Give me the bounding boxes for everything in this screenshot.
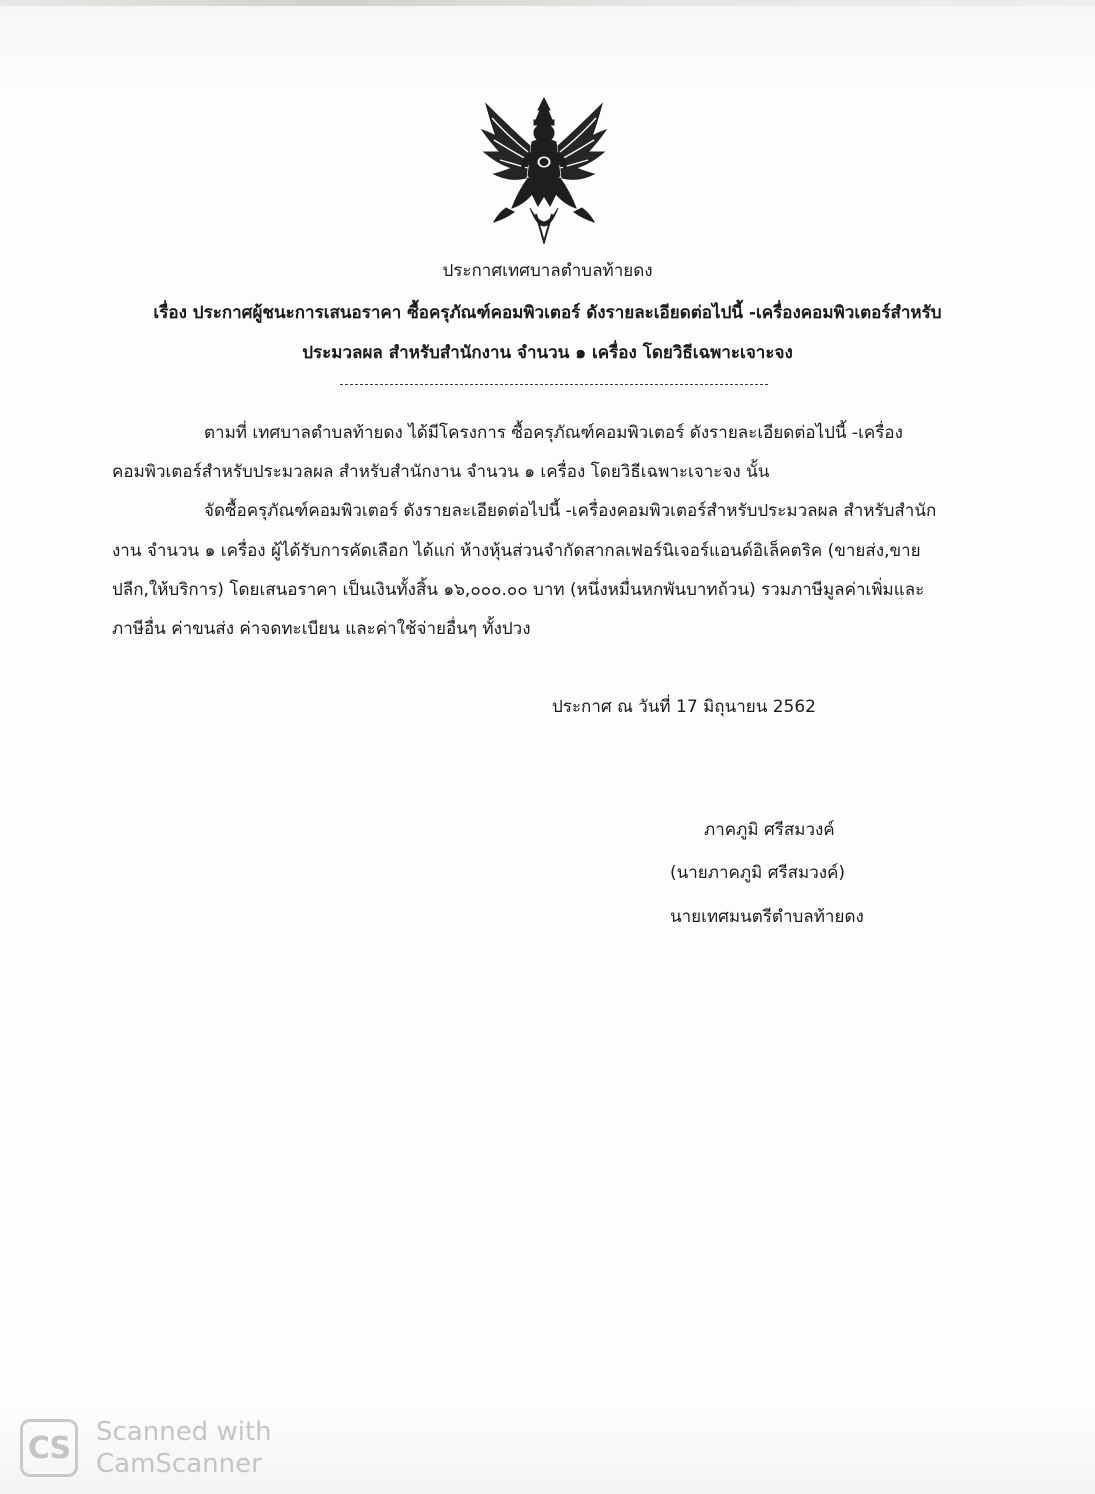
scan-edge-shadow [0,0,1095,6]
para1-line-1: ตามที่ เทศบาลตำบลท้ายดง ได้มีโครงการ ซื้อครุภัณฑ์คอมพิวเตอร์ ดังรายละเอียดต่อไปนี้ -เครื่อง [204,423,903,443]
camscanner-watermark [20,1416,272,1480]
divider [340,384,768,385]
announcement-title: ประกาศเทศบาลตำบลท้ายดง [442,261,653,281]
para2-line-1: จัดซื้อครุภัณฑ์คอมพิวเตอร์ ดังรายละเอียดต่อไปนี้ -เครื่องคอมพิวเตอร์สำหรับประมวลผล สำหรับสำนัก [204,501,937,521]
camscanner-logo-icon: CS [20,1419,78,1477]
watermark-line-1: Scanned with [96,1417,272,1447]
watermark-line-2: CamScanner [96,1449,262,1479]
signatory-position: นายเทศมนตรีตำบลท้ายดง [670,907,864,927]
para2-line-2: งาน จำนวน ๑ เครื่อง ผู้ได้รับการคัดเลือก ได้แก่ ห้างหุ้นส่วนจำกัดสากลเฟอร์นิเจอร์แอนด์อิเล็คตริค (ขายส่ง,ขาย [112,541,921,561]
subject-line-2: ประมวลผล สำหรับสำนักงาน จำนวน ๑ เครื่อง โดยวิธีเฉพาะเจาะจง [302,343,793,363]
para1-line-2: คอมพิวเตอร์สำหรับประมวลผล สำหรับสำนักงาน จำนวน ๑ เครื่อง โดยวิธีเฉพาะเจาะจง นั้น [112,462,770,482]
date-line: ประกาศ ณ วันที่ 17 มิถุนายน 2562 [552,697,816,717]
garuda-emblem-icon [478,96,610,244]
subject-line-1: เรื่อง ประกาศผู้ชนะการเสนอราคา ซื้อครุภัณฑ์คอมพิวเตอร์ ดังรายละเอียดต่อไปนี้ -เครื่องคอมพิวเตอร์สำหรับ [153,303,942,323]
signatory-full-name: (นายภาคภูมิ ศรีสมวงค์) [670,863,846,883]
camscanner-text [96,1416,272,1480]
para2-line-4: ภาษีอื่น ค่าขนส่ง ค่าจดทะเบียน และค่าใช้จ่ายอื่นๆ ทั้งปวง [112,619,531,639]
signed-name: ภาคภูมิ ศรีสมวงค์ [704,820,835,840]
para2-line-3: ปลีก,ให้บริการ) โดยเสนอราคา เป็นเงินทั้งสิ้น ๑๖,๐๐๐.๐๐ บาท (หนึ่งหมื่นหกพันบาทถ้วน) รวมภาษีมูลค่าเพิ่มและ [112,580,925,600]
